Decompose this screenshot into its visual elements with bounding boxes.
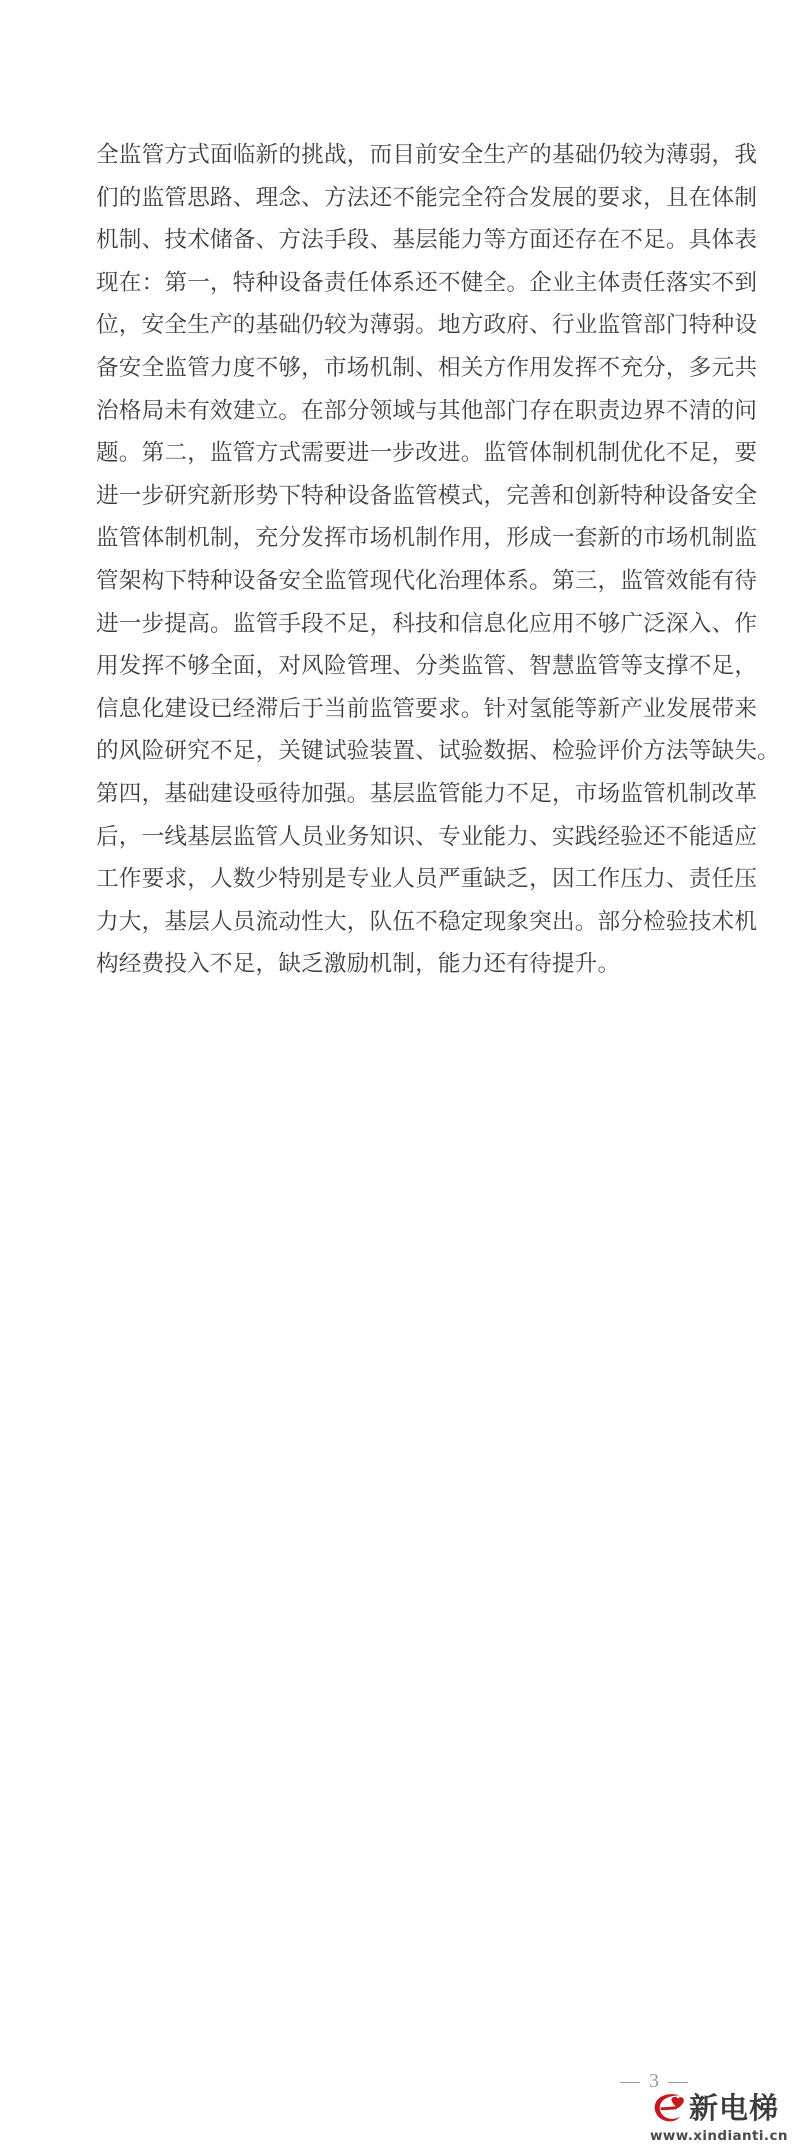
document-line: 进 一 步 研 究 新 形 势 下 特 种 设 备 监 管 模 式 ， 完 善 和 创 新 特 种 设 备 安 全 <box>96 482 758 509</box>
document-line: 治 格 局 未 有 效 建 立 。 在 部 分 领 域 与 其 他 部 门 存 在 职 责 边 界 不 清 的 问 <box>96 397 758 424</box>
watermark-brand-text: 新电梯 <box>689 2090 780 2125</box>
document-line: 题 。 第 二 ， 监 管 方 式 需 要 进 一 步 改 进 。 监 管 体 制 机 制 优 化 不 足 ， 要 <box>96 440 758 467</box>
document-line: 管 架 构 下 特 种 设 备 安 全 监 管 现 代 化 治 理 体 系 。 第 三 ， 监 管 效 能 有 待 <box>96 567 758 594</box>
document-line: 用 发 挥 不 够 全 面 ， 对 风 险 管 理 、 分 类 监 管 、 智 慧 监 管 等 支 撑 不 足 ， <box>96 653 758 680</box>
document-line: 后 ， 一 线 基 层 监 管 人 员 业 务 知 识 、 专 业 能 力 、 实 践 经 验 还 不 能 适 应 <box>96 823 758 850</box>
document-line: 现 在 ： 第 一 ， 特 种 设 备 责 任 体 系 还 不 健 全 。 企 业 主 体 责 任 落 实 不 到 <box>96 269 758 296</box>
document-line: 备 安 全 监 管 力 度 不 够 ， 市 场 机 制 、 相 关 方 作 用 发 挥 不 充 分 ， 多 元 共 <box>96 354 758 381</box>
document-body-text <box>96 134 780 986</box>
document-line: 构经费投入不足，缺乏激励机制，能力还有待提升。 <box>96 951 621 978</box>
watermark-url-text: www.xindianti.cn <box>650 2128 788 2144</box>
document-line: 工 作 要 求 ， 人 数 少 特 别 是 专 业 人 员 严 重 缺 乏 ， 因 工 作 压 力 、 责 任 压 <box>96 866 758 893</box>
document-line: 们 的 监 管 思 路 、 理 念 、 方 法 还 不 能 完 全 符 合 发 展 的 要 求 ， 且 在 体 制 <box>96 184 758 211</box>
watermark-logo <box>648 2088 800 2150</box>
document-line: 第 四 ， 基 础 建 设 亟 待 加 强 。 基 层 监 管 能 力 不 足 ， 市 场 监 管 机 制 改 革 <box>96 780 758 807</box>
stylized-e-heart-logo-icon <box>648 2088 688 2128</box>
page-number: — 3 — <box>620 2070 690 2092</box>
document-line: 监 管 体 制 机 制 ， 充 分 发 挥 市 场 机 制 作 用 ， 形 成 一 套 新 的 市 场 机 制 监 <box>96 525 758 552</box>
document-line: 全 监 管 方 式 面 临 新 的 挑 战 ， 而 目 前 安 全 生 产 的 基 础 仍 较 为 薄 弱 ， 我 <box>96 142 758 168</box>
document-line: 位 ， 安 全 生 产 的 基 础 仍 较 为 薄 弱 。 地 方 政 府 、 行 业 监 管 部 门 特 种 设 <box>96 312 758 339</box>
watermark-brand-row <box>648 2088 779 2128</box>
page-footer <box>0 1030 800 2144</box>
document-line: 进 一 步 提 高 。 监 管 手 段 不 足 ， 科 技 和 信 息 化 应 用 不 够 广 泛 深 入 、 作 <box>96 610 758 637</box>
document-line: 的 风 险 研 究 不 足 ， 关 键 试 验 装 置 、 试 验 数 据 、 检 验 评 价 方 法 等 缺 失 。 <box>96 738 780 765</box>
document-line: 力 大 ， 基 层 人 员 流 动 性 大 ， 队 伍 不 稳 定 现 象 突 出 。 部 分 检 验 技 术 机 <box>96 908 758 935</box>
document-line: 机 制 、 技 术 储 备 、 方 法 手 段 、 基 层 能 力 等 方 面 还 存 在 不 足 。 具 体 表 <box>96 227 758 254</box>
document-line: 信 息 化 建 设 已 经 滞 后 于 当 前 监 管 要 求 。 针 对 氢 能 等 新 产 业 发 展 带 来 <box>96 695 758 722</box>
